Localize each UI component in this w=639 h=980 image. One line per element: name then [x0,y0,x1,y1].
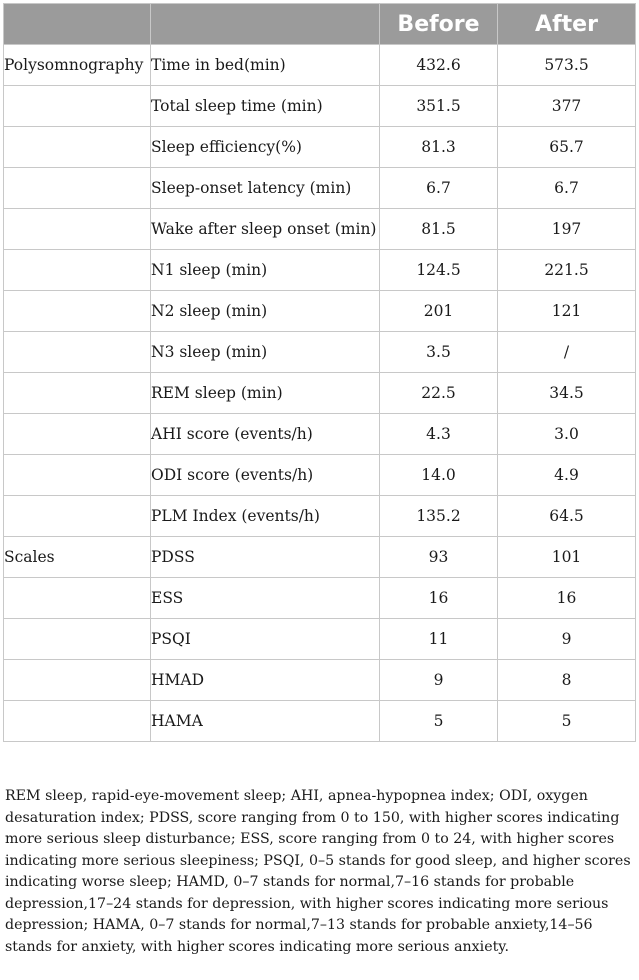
table-row [4,250,636,291]
after-value-cell: 3.0 [498,414,636,455]
group-cell [4,414,151,455]
sleep-data-table [3,3,636,742]
before-value-cell: 93 [380,537,498,578]
before-value-cell: 6.7 [380,168,498,209]
after-value-cell: 5 [498,701,636,742]
table-row [4,332,636,373]
after-value-cell: / [498,332,636,373]
before-value-cell: 81.3 [380,127,498,168]
parameter-cell: Sleep efficiency(%) [151,127,380,168]
group-cell [4,660,151,701]
after-value-cell: 121 [498,291,636,332]
before-value-cell: 3.5 [380,332,498,373]
parameter-cell: Time in bed(min) [151,45,380,86]
after-value-cell: 34.5 [498,373,636,414]
before-value-cell: 14.0 [380,455,498,496]
group-cell [4,250,151,291]
table-footnote: REM sleep, rapid-eye-movement sleep; AHI, apnea-hypopnea index; ODI, oxygen desaturation index; PDSS, score ranging from 0 to 150, with higher scores indicating more serious sleep disturbance; ESS, score ranging from 0 to 24, with higher scores indicating more serious sleepiness; PSQI, 0–5 stands for good sleep, and higher scores indicating worse sleep; HAMD, 0–7 stands for normal,7–16 stands for probable depression,17–24 stands for depression, with higher scores indicating more serious depression; HAMA, 0–7 stands for normal,7–13 stands for probable anxiety,14–56 stands for anxiety, with higher scores indicating more serious anxiety. [5,788,631,955]
group-cell [4,86,151,127]
group-cell [4,496,151,537]
group-cell [4,578,151,619]
group-cell: Scales [4,537,151,578]
after-value-cell: 197 [498,209,636,250]
before-value-cell: 135.2 [380,496,498,537]
after-value-cell: 221.5 [498,250,636,291]
header-after: After [498,4,636,45]
parameter-cell: N1 sleep (min) [151,250,380,291]
after-value-cell: 16 [498,578,636,619]
header-group [4,4,151,45]
before-value-cell: 9 [380,660,498,701]
table-row [4,127,636,168]
table-row [4,455,636,496]
table-row [4,496,636,537]
before-value-cell: 432.6 [380,45,498,86]
before-value-cell: 124.5 [380,250,498,291]
before-value-cell: 22.5 [380,373,498,414]
before-value-cell: 16 [380,578,498,619]
parameter-cell: HMAD [151,660,380,701]
group-cell [4,701,151,742]
group-cell [4,373,151,414]
parameter-cell: Wake after sleep onset (min) [151,209,380,250]
parameter-cell: ODI score (events/h) [151,455,380,496]
group-cell [4,168,151,209]
table-row [4,701,636,742]
table-row [4,660,636,701]
after-value-cell: 65.7 [498,127,636,168]
after-value-cell: 101 [498,537,636,578]
table-row [4,291,636,332]
table-row [4,86,636,127]
after-value-cell: 4.9 [498,455,636,496]
table-header-row [4,4,636,45]
header-before: Before [380,4,498,45]
parameter-cell: ESS [151,578,380,619]
parameter-cell: REM sleep (min) [151,373,380,414]
group-cell [4,209,151,250]
parameter-cell: Sleep-onset latency (min) [151,168,380,209]
group-cell [4,127,151,168]
after-value-cell: 377 [498,86,636,127]
before-value-cell: 201 [380,291,498,332]
parameter-cell: PDSS [151,537,380,578]
before-value-cell: 11 [380,619,498,660]
table-row [4,619,636,660]
before-value-cell: 81.5 [380,209,498,250]
table-row [4,537,636,578]
group-cell [4,619,151,660]
group-cell: Polysomnography [4,45,151,86]
after-value-cell: 6.7 [498,168,636,209]
table-row [4,414,636,455]
parameter-cell: AHI score (events/h) [151,414,380,455]
parameter-cell: N3 sleep (min) [151,332,380,373]
header-parameter [151,4,380,45]
table-row [4,373,636,414]
group-cell [4,455,151,496]
before-value-cell: 5 [380,701,498,742]
parameter-cell: PLM Index (events/h) [151,496,380,537]
group-cell [4,291,151,332]
table-row [4,168,636,209]
parameter-cell: PSQI [151,619,380,660]
after-value-cell: 573.5 [498,45,636,86]
table-row [4,578,636,619]
before-value-cell: 351.5 [380,86,498,127]
after-value-cell: 9 [498,619,636,660]
parameter-cell: N2 sleep (min) [151,291,380,332]
group-cell [4,332,151,373]
parameter-cell: HAMA [151,701,380,742]
table-row [4,45,636,86]
before-value-cell: 4.3 [380,414,498,455]
after-value-cell: 8 [498,660,636,701]
parameter-cell: Total sleep time (min) [151,86,380,127]
after-value-cell: 64.5 [498,496,636,537]
table-row [4,209,636,250]
table-body [4,45,636,742]
